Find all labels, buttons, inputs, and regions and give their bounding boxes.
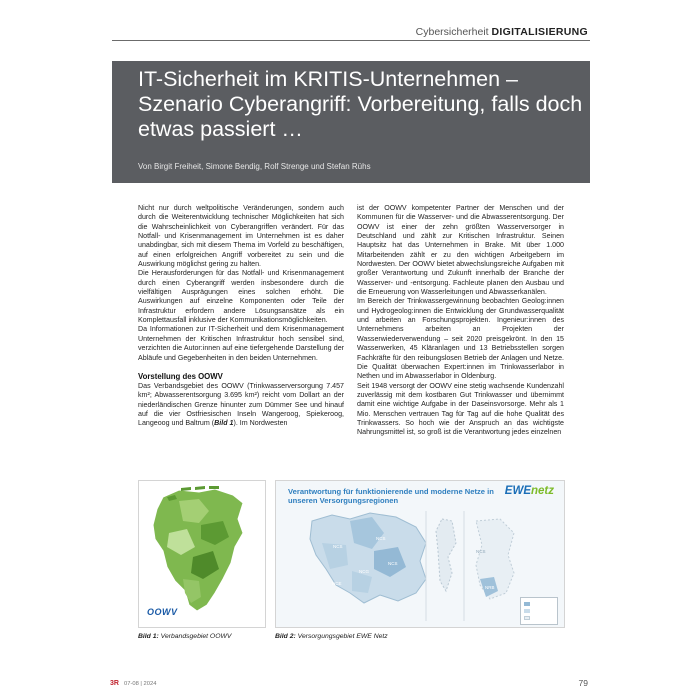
paragraph	[138, 382, 344, 429]
caption-text: Versorgungsgebiet EWE Netz	[295, 633, 388, 640]
section-label	[416, 26, 588, 39]
paragraph: Im Bereich der Trinkwassergewinnung beobachten Geolog:innen und Hydrogeolog:innen die Entwicklung der Grundwasserqualität und arbeiten an Forschungsprojekten. Ingenieur:innen des Unternehmens arbeiten an Projekten der Wasserwiederverwendung – seit 2020 preisgekrönt. In den 15 Wasserwerken, 45 Kläranlagen und 13 Betriebsstellen sorgen Fachkräfte für den reibungslosen Betrieb der Anlagen und Netze. Die Qualität überwachen Expert:innen im Trinkwasserlabor in Nethen und im Abwasserlabor in Oldenburg.	[357, 297, 564, 381]
paragraph-text: Das Verbandsgebiet des OOWV (Trinkwasserversorgung 7.457 km²; Abwasserentsorgung 3.695 km²) reicht vom Dollart an der niederländischen Grenze hinunter zum Dümmer See und hinauf auf die vier Ostfriesischen Inseln Wangeroog, Spiekeroog, Langeoog und Baltrum (	[138, 381, 344, 428]
region-label: NCS	[476, 549, 486, 554]
title-block	[112, 61, 590, 183]
paragraph: Nicht nur durch weltpolitische Veränderungen, sondern auch durch die Weiterentwicklung technischer Möglichkeiten hat sich die Wahrscheinlichkeit von Cyberangriffen verändert. Für das Notfall- und Krisenmanagement im Unternehmen ist es daher unabdingbar, sich mit diesem Thema im Vorfeld zu beschäftigen, auf einen erfolgreichen Angriff vorbereitet zu sein und die Auswirkung möglichst gering zu halten.	[138, 204, 344, 269]
article-title: IT-Sicherheit im KRITIS-Unternehmen – Szenario Cyberangriff: Vorbereitung, falls doch etwas passiert …	[138, 67, 583, 141]
figure-caption-1	[138, 632, 231, 641]
caption-label: Bild 2:	[275, 633, 296, 640]
region-label: NCE	[332, 581, 342, 586]
region-label: NCS	[333, 544, 343, 549]
netz-logo-text: netz	[531, 485, 554, 497]
region-label: NRB	[485, 585, 495, 590]
magazine-logo: 3R	[110, 680, 119, 687]
figure-ewe-map	[275, 480, 565, 628]
paragraph: ist der OOWV kompetenter Partner der Menschen und der Kommunen für die Wasserver- und die Abwasserentsorgung. Der OOWV ist einer der zehn größten Wasserversorger in Deutschland und zählt zur Kritischen Infrastruktur. Seinen Hauptsitz hat das Unternehmen in Brake. Mit über 1.000 Mitarbeitenden zählt er zu den wichtigen Arbeitgebern im Nordwesten. Der OOWV bietet abwechslungsreiche Aufgaben mit großer Verantwortung und Zukunft innerhalb der Branche der Wasserver- und -entsorgung. Fachleute planen den Ausbau und die Erneuerung von Wasserleitungen und Abwasserkanälen.	[357, 204, 564, 297]
body-column-right	[357, 204, 564, 438]
page-number: 79	[578, 678, 588, 688]
figure-caption-2	[275, 632, 388, 641]
paragraph: Seit 1948 versorgt der OOWV eine stetig wachsende Kundenzahl zuverlässig mit dem kostbaren Gut Trinkwasser und übernimmt damit eine wichtige Aufgabe in der Daseinsvorsorge. Mehr als 1 Mio. Menschen vertrauen Tag für Tag auf die hohe Qualität des Trinkwassers. So hoch wie der Anspruch an das wichtigste Nahrungsmittel ist, so groß ist die Verantwortung jedes einzelnen	[357, 381, 564, 437]
caption-label: Bild 1:	[138, 633, 159, 640]
section-name: Cybersicherheit	[415, 26, 489, 38]
ewe-logo-text: EWE	[504, 485, 531, 497]
subheading-oowv: Vorstellung des OOWV	[138, 371, 223, 381]
header-divider	[112, 40, 590, 41]
body-column-left	[138, 204, 344, 429]
oowv-logo: OOWV	[147, 607, 178, 617]
paragraph: Die Herausforderungen für das Notfall- und Krisenmanagement durch einen Cyberangriff werden insbesondere durch die vielfältigen Ausprägungen eines solchen erhöht. Die Auswirkungen auf einzelne Komponenten oder Teile der Infrastruktur erfordern andere Lösungsansätze als ein Komplettausfall inklusive der Kommunikationsmöglichkeiten.	[138, 269, 344, 325]
paragraph-text: ). Im Nordwesten	[233, 419, 288, 428]
region-label: NCG	[359, 569, 369, 574]
figure-oowv-map	[138, 480, 266, 628]
region-label: NCS	[376, 536, 386, 541]
issue-info: 07-08 | 2024	[124, 681, 157, 687]
region-label: NCS	[388, 561, 398, 566]
oowv-region-map	[139, 481, 265, 627]
caption-text: Verbandsgebiet OOWV	[158, 633, 232, 640]
article-authors: Von Birgit Freiheit, Simone Bendig, Rolf Strenge und Stefan Rühs	[138, 162, 371, 171]
figure-title: Verantwortung für funktionierende und moderne Netze in unseren Versorgungsregionen	[288, 487, 494, 505]
section-category: DIGITALISIERUNG	[491, 26, 588, 38]
paragraph: Da Informationen zur IT-Sicherheit und dem Krisenmanagement Unternehmen der Kritischen Infrastruktur hoch sensibel sind, verzichten die Autor:innen auf eine tiefergehende Darstellung der Abläufe und Gegebenheiten in den beiden Unternehmen.	[138, 325, 344, 362]
map-legend	[520, 597, 558, 625]
figure-reference: Bild 1	[214, 419, 234, 428]
